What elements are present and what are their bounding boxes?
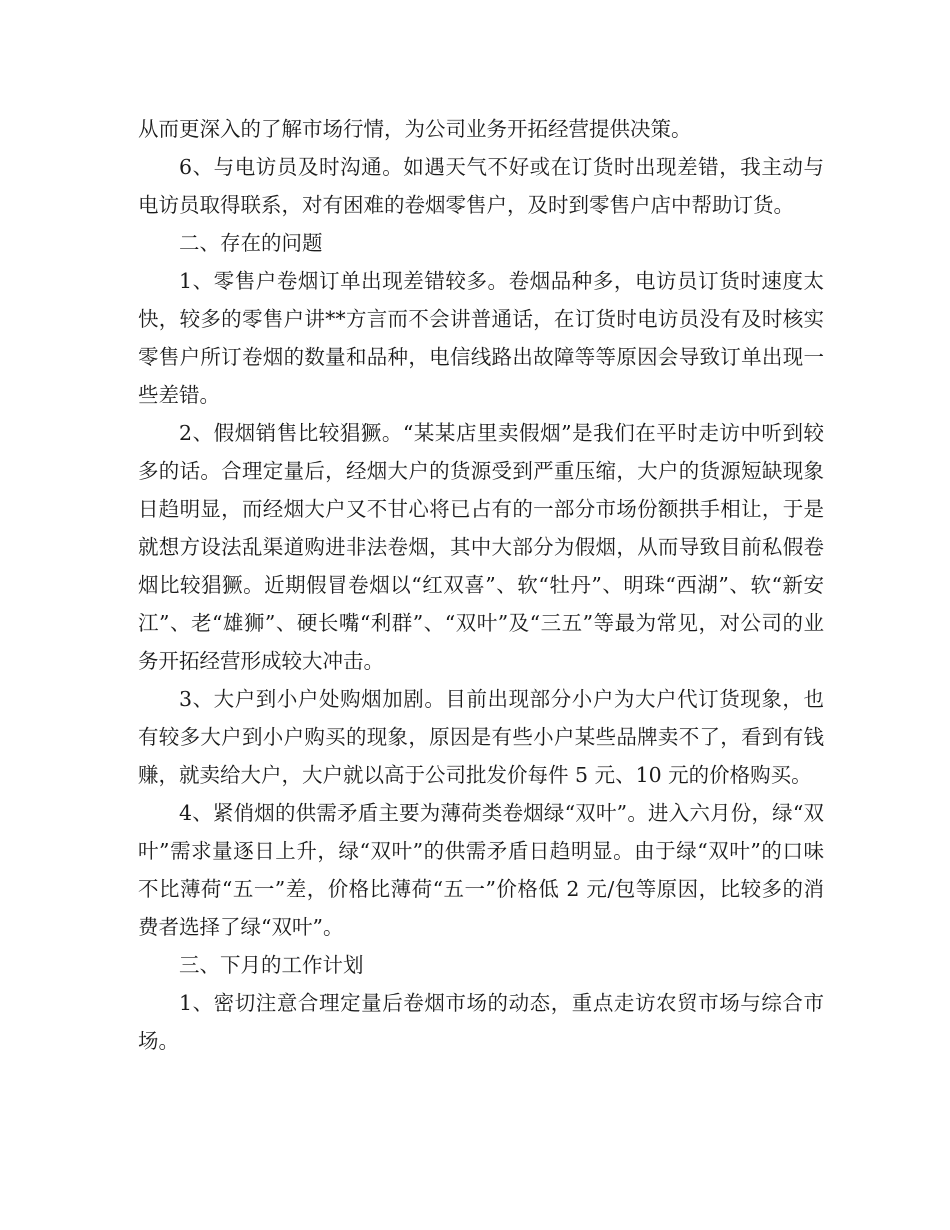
document-body (138, 110, 824, 1060)
paragraph-problem-2: 2、假烟销售比较猖獗。“某某店里卖假烟”是我们在平时走访中听到较多的话。合理定量后，经烟大户的货源受到严重压缩，大户的货源短缺现象日趋明显，而经烟大户又不甘心将已占有的一部分市场份额拱手相让，于是就想方设法乱渠道购进非法卷烟，其中大部分为假烟，从而导致目前私假卷烟比较猖獗。近期假冒卷烟以“红双喜”、软“牡丹”、明珠“西湖”、软“新安江”、老“雄狮”、硬长嘴“利群”、“双叶”及“三五”等最为常见，对公司的业务开拓经营形成较大冲击。 (138, 421, 824, 673)
section-heading-problems: 二、存在的问题 (179, 231, 323, 255)
paragraph-problem-4: 4、紧俏烟的供需矛盾主要为薄荷类卷烟绿“双叶”。进入六月份，绿“双叶”需求量逐日上升，绿“双叶”的供需矛盾日趋明显。由于绿“双叶”的口味不比薄荷“五一”差，价格比薄荷“五一”价格低 2 元/包等原因，比较多的消费者选择了绿“双叶”。 (138, 801, 824, 939)
paragraph-problem-1: 1、零售户卷烟订单出现差错较多。卷烟品种多，电访员订货时速度太快，较多的零售户讲**方言而不会讲普通话，在订货时电访员没有及时核实零售户所订卷烟的数量和品种，电信线路出故障等等原因会导致订单出现一些差错。 (138, 269, 824, 407)
section-heading-plan: 三、下月的工作计划 (179, 953, 364, 977)
paragraph-problem-3: 3、大户到小户处购烟加剧。目前出现部分小户为大户代订货现象，也有较多大户到小户购买的现象，原因是有些小户某些品牌卖不了，看到有钱赚，就卖给大户，大户就以高于公司批发价每件 5 元、10 元的价格购买。 (138, 687, 824, 787)
paragraph-plan-1: 1、密切注意合理定量后卷烟市场的动态，重点走访农贸市场与综合市场。 (138, 991, 824, 1053)
paragraph-item-6: 6、与电访员及时沟通。如遇天气不好或在订货时出现差错，我主动与电访员取得联系，对有困难的卷烟零售户，及时到零售户店中帮助订货。 (138, 155, 824, 217)
paragraph-continuation: 从而更深入的了解市场行情，为公司业务开拓经营提供决策。 (138, 117, 692, 141)
